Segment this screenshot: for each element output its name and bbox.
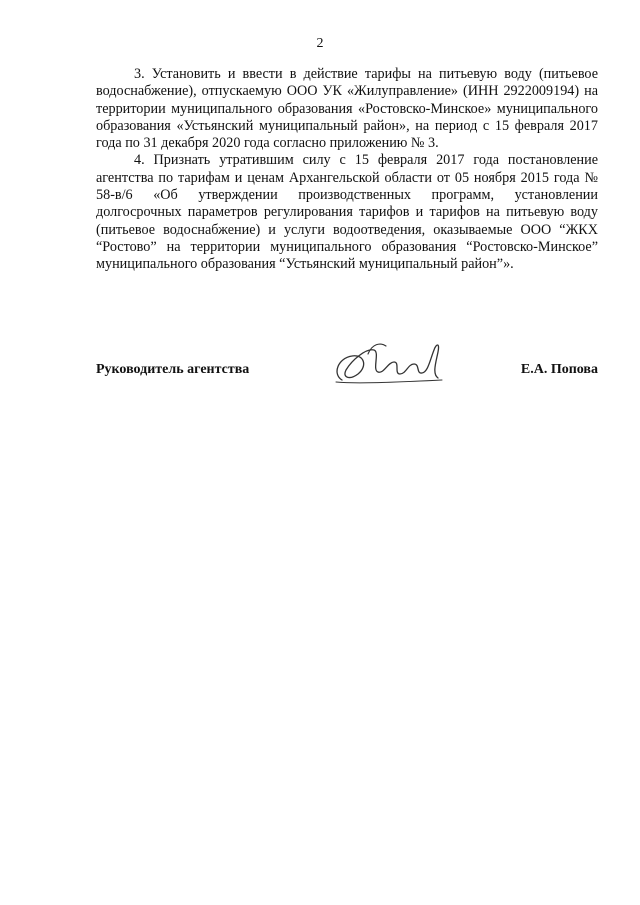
signer-title: Руководитель агентства: [96, 362, 250, 377]
signature-block: [96, 346, 598, 396]
document-body: [96, 66, 598, 274]
page-number: 2: [316, 36, 324, 51]
handwritten-signature: [328, 340, 450, 392]
signer-name: Е.А. Попова: [520, 362, 598, 377]
paragraph-3: 3. Установить и ввести в действие тарифы на питьевую воду (питьевое водоснабжение), отпускаемую ООО УК «Жилуправление» (ИНН 2922009194) на территории муниципального образования «Ростовско-Минское» муниципального образования «Устьянский муниципальный район», на период с 15 февраля 2017 года по 31 декабря 2020 года согласно приложению № 3.: [96, 66, 598, 152]
paragraph-4: 4. Признать утратившим силу с 15 февраля 2017 года постановление агентства по тарифам и ценам Архангельской области от 05 ноября 2015 года № 58-в/6 «Об утверждении производственных программ, установлении долгосрочных параметров регулирования тарифов и тарифов на питьевую воду (питьевое водоснабжение) и услуги водоотведения, оказываемые ООО “ЖКХ “Ростово” на территории муниципального образования “Ростовско-Минское” муниципального образования “Устьянский муниципальный район”».: [96, 152, 598, 273]
